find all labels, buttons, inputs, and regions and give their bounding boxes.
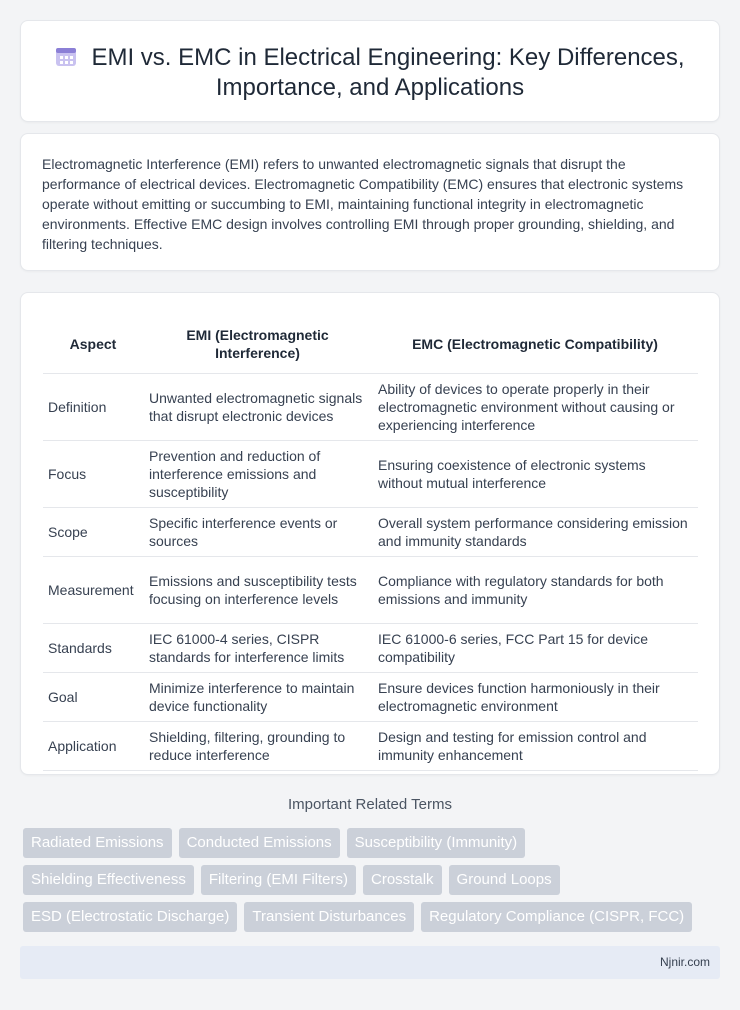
row-emc: Ability of devices to operate properly in their electromagnetic environment without causing or experiencing interference <box>372 373 698 440</box>
row-emc: Overall system performance considering emission and immunity standards <box>372 507 698 556</box>
comparison-table-card <box>20 292 720 775</box>
row-aspect: Standards <box>43 623 143 672</box>
intro-card <box>20 133 720 271</box>
row-emc: Design and testing for emission control and immunity enhancement <box>372 721 698 770</box>
row-emi: Shielding, filtering, grounding to reduce interference <box>143 721 372 770</box>
intro-paragraph: Electromagnetic Interference (EMI) refers to unwanted electromagnetic signals that disrupt the performance of electrical devices. Electromagnetic Compatibility (EMC) ensures that electronic systems operate without emitting or succumbing to EMI, maintaining functional integrity in electromagnetic environments. Effective EMC design involves controlling EMI through proper grounding, shielding, and filtering techniques. <box>42 156 684 252</box>
row-emi: Unwanted electromagnetic signals that disrupt electronic devices <box>143 373 372 440</box>
row-aspect: Scope <box>43 507 143 556</box>
row-aspect: Definition <box>43 373 143 440</box>
calendar-grid-icon <box>55 45 77 67</box>
table-row <box>43 672 698 721</box>
row-aspect: Focus <box>43 440 143 507</box>
page-title: EMI vs. EMC in Electrical Engineering: Key Differences, Importance, and Applications <box>91 44 685 101</box>
row-aspect: Goal <box>43 672 143 721</box>
row-emc: Ensuring coexistence of electronic systems without mutual interference <box>372 440 698 507</box>
terms-row <box>23 828 723 858</box>
page-title-wrap <box>21 43 719 103</box>
term-chip[interactable]: Ground Loops <box>449 865 560 895</box>
term-chip[interactable]: Crosstalk <box>363 865 442 895</box>
table-row <box>43 507 698 556</box>
row-emi: Prevention and reduction of interference emissions and susceptibility <box>143 440 372 507</box>
row-emc: Ensure devices function harmoniously in their electromagnetic environment <box>372 672 698 721</box>
table-header-row <box>43 311 698 373</box>
term-chip[interactable]: Conducted Emissions <box>179 828 340 858</box>
header-emi: EMI (Electromagnetic Interference) <box>143 311 372 373</box>
row-aspect: Measurement <box>43 556 143 623</box>
row-emi: Minimize interference to maintain device functionality <box>143 672 372 721</box>
row-emi: Specific interference events or sources <box>143 507 372 556</box>
row-emi: Emissions and susceptibility tests focusing on interference levels <box>143 556 372 623</box>
term-chip[interactable]: ESD (Electrostatic Discharge) <box>23 902 237 932</box>
header-emc: EMC (Electromagnetic Compatibility) <box>372 311 698 373</box>
table-row <box>43 440 698 507</box>
terms-row <box>23 865 723 895</box>
table-row <box>43 373 698 440</box>
footer-bar <box>20 946 720 979</box>
row-emc: IEC 61000-6 series, FCC Part 15 for device compatibility <box>372 623 698 672</box>
row-emi: IEC 61000-4 series, CISPR standards for interference limits <box>143 623 372 672</box>
table-row <box>43 623 698 672</box>
term-chip[interactable]: Radiated Emissions <box>23 828 172 858</box>
term-chip[interactable]: Susceptibility (Immunity) <box>347 828 526 858</box>
related-terms-heading: Important Related Terms <box>288 796 452 813</box>
title-card <box>20 20 720 122</box>
term-chip[interactable]: Filtering (EMI Filters) <box>201 865 356 895</box>
term-chip[interactable]: Shielding Effectiveness <box>23 865 194 895</box>
header-aspect: Aspect <box>43 311 143 373</box>
terms-row <box>23 902 723 932</box>
row-emc: Compliance with regulatory standards for both emissions and immunity <box>372 556 698 623</box>
table-row <box>43 556 698 623</box>
row-aspect: Application <box>43 721 143 770</box>
term-chip[interactable]: Regulatory Compliance (CISPR, FCC) <box>421 902 692 932</box>
comparison-table <box>43 311 698 771</box>
term-chip[interactable]: Transient Disturbances <box>244 902 414 932</box>
table-row <box>43 721 698 770</box>
related-terms-list <box>23 828 723 939</box>
footer-site[interactable]: Njnir.com <box>659 955 710 969</box>
